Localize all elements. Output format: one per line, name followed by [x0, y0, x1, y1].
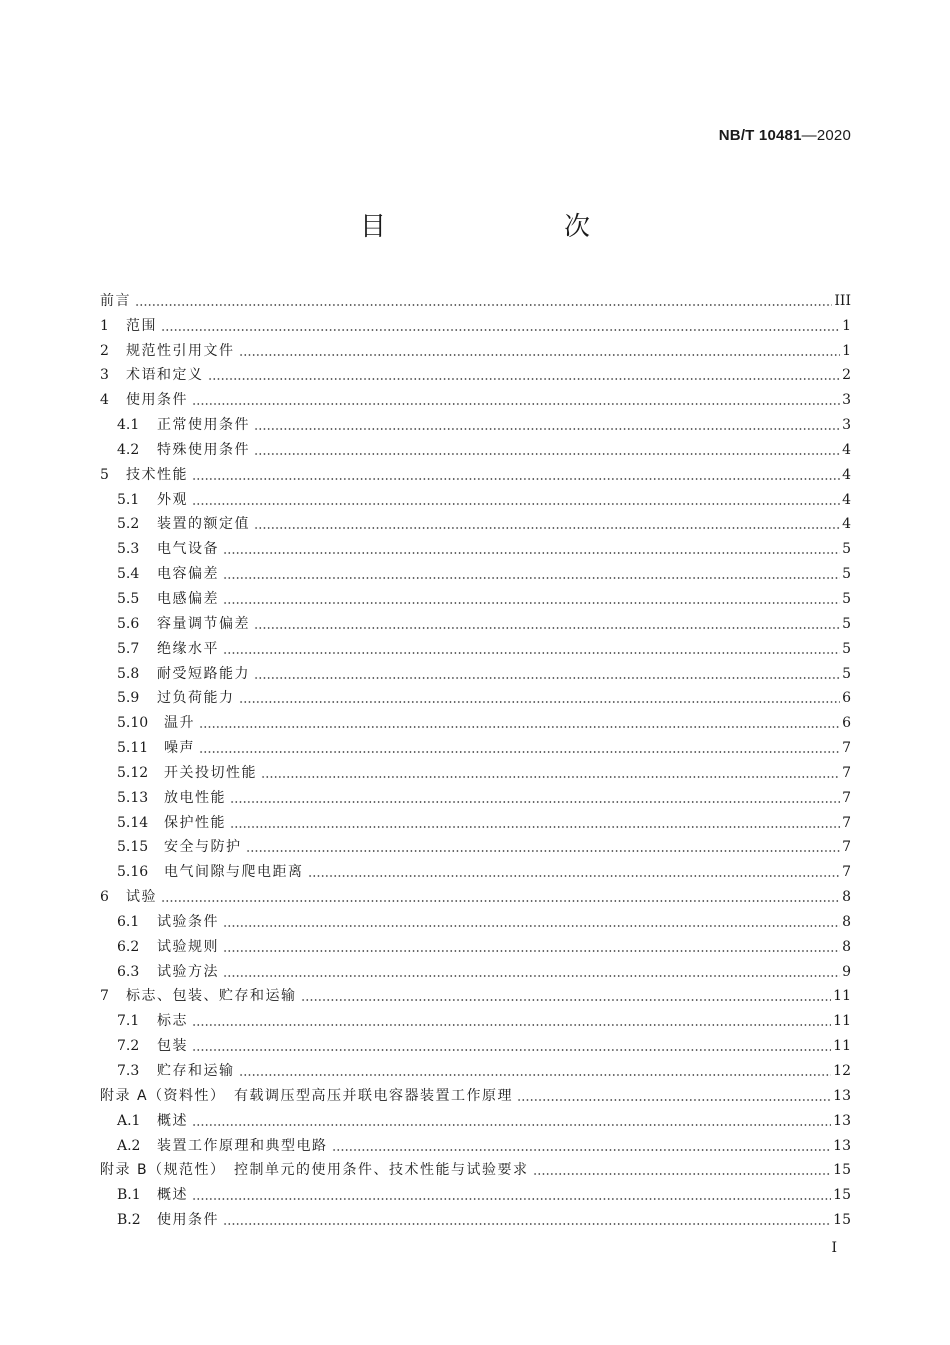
toc-entry-label: 前言 [100, 292, 131, 309]
toc-title: 目 次 [359, 212, 632, 242]
toc-entry-label: 概述 [157, 1187, 188, 1204]
toc-entry-number: 5.9 [117, 690, 140, 707]
toc-entry[interactable] [100, 409, 851, 434]
toc-entry-label: 附录 B（规范性） 控制单元的使用条件、技术性能与试验要求 [100, 1162, 529, 1179]
toc-entry-number: 7.2 [117, 1038, 140, 1055]
toc-entry-page: 7 [842, 864, 851, 881]
toc-leader-dots [208, 378, 841, 380]
toc-entry-number: 5.10 [117, 715, 149, 732]
toc-entry-label: 使用条件 [157, 1212, 219, 1229]
toc-entry[interactable] [100, 1055, 851, 1080]
toc-leader-dots [254, 527, 840, 529]
toc-entry[interactable] [100, 757, 851, 782]
toc-leader-dots [223, 975, 840, 977]
toc-entry-page: 9 [842, 963, 851, 980]
toc-entry[interactable] [100, 1204, 851, 1229]
toc-entry[interactable] [100, 931, 851, 956]
toc-entry-label: 使用条件 [126, 392, 188, 409]
toc-entry-number: 5.13 [117, 789, 149, 806]
toc-entry[interactable] [100, 509, 851, 534]
toc-leader-dots [239, 354, 841, 356]
toc-entry-label: 装置的额定值 [157, 516, 250, 533]
toc-entry-label: 装置工作原理和典型电路 [157, 1137, 328, 1154]
toc-leader-dots [199, 726, 840, 728]
toc-leader-dots [239, 701, 841, 703]
toc-entry-number: 6.2 [117, 938, 140, 955]
toc-entry-label: 容量调节偏差 [157, 615, 250, 632]
toc-entry-label: 放电性能 [164, 789, 226, 806]
toc-entry[interactable] [100, 683, 851, 708]
toc-entry-page: 11 [833, 1013, 851, 1030]
toc-entry-page: 13 [833, 1112, 851, 1129]
toc-entry-label: 电气设备 [157, 541, 219, 558]
toc-entry[interactable] [100, 782, 851, 807]
toc-leader-dots [254, 627, 840, 629]
toc-entry-number: B.1 [117, 1187, 141, 1204]
toc-entry-page: 3 [842, 392, 851, 409]
toc-entry[interactable] [100, 608, 851, 633]
toc-entry-page: 15 [833, 1187, 851, 1204]
toc-entry-number: 2 [100, 342, 109, 359]
toc-entry-page: 8 [842, 938, 851, 955]
toc-entry-page: 7 [842, 814, 851, 831]
toc-entry-page: 4 [842, 491, 851, 508]
toc-leader-dots [192, 1024, 831, 1026]
toc-entry-number: 5.4 [117, 566, 140, 583]
toc-entry-label: 包装 [157, 1038, 188, 1055]
standard-year: —2020 [801, 127, 851, 144]
toc-entry-number: 5.7 [117, 640, 140, 657]
toc-entry-page: 15 [833, 1162, 851, 1179]
toc-entry-page: 3 [842, 417, 851, 434]
toc-entry[interactable] [100, 881, 851, 906]
toc-entry[interactable] [100, 285, 851, 310]
toc-entry-label: 温升 [164, 715, 195, 732]
toc-leader-dots [192, 403, 840, 405]
toc-entry-label: 安全与防护 [164, 839, 242, 856]
toc-leader-dots [192, 1124, 831, 1126]
toc-leader-dots [223, 577, 840, 579]
toc-leader-dots [192, 478, 840, 480]
toc-leader-dots [254, 428, 840, 430]
toc-entry-number: 5.14 [117, 814, 149, 831]
toc-entry[interactable] [100, 384, 851, 409]
toc-entry-page: 8 [842, 913, 851, 930]
toc-entry-number: A.2 [117, 1137, 141, 1154]
toc-entry[interactable] [100, 434, 851, 459]
toc-entry-label: 电感偏差 [157, 590, 219, 607]
toc-entry-number: 6 [100, 889, 109, 906]
toc-entry-page: 4 [842, 516, 851, 533]
toc-entry[interactable] [100, 1030, 851, 1055]
toc-entry-label: 保护性能 [164, 814, 226, 831]
toc-entry-number: 5.11 [117, 740, 149, 757]
toc-entry-label: 试验规则 [157, 938, 219, 955]
toc-leader-dots [161, 900, 840, 902]
toc-entry[interactable] [100, 360, 851, 385]
toc-entry-label: 范围 [126, 317, 157, 334]
toc-entry-page: 8 [842, 889, 851, 906]
toc-entry[interactable] [100, 558, 851, 583]
toc-entry-label: 术语和定义 [126, 367, 204, 384]
toc-leader-dots [332, 1149, 832, 1151]
toc-entry[interactable] [100, 707, 851, 732]
toc-entry-page: 15 [833, 1212, 851, 1229]
toc-entry[interactable] [100, 310, 851, 335]
toc-entry-number: 7.3 [117, 1063, 140, 1079]
toc-leader-dots [533, 1173, 832, 1175]
toc-leader-dots [199, 751, 840, 753]
toc-entry-page: 7 [842, 764, 851, 781]
toc-leader-dots [261, 776, 840, 778]
toc-entry-page: 7 [842, 789, 851, 806]
toc-entry-number: 7.1 [117, 1013, 140, 1030]
toc-entry[interactable] [100, 335, 851, 360]
toc-entry-label: 正常使用条件 [157, 417, 250, 434]
toc-entry[interactable] [100, 1179, 851, 1204]
toc-entry-label: 外观 [157, 491, 188, 508]
toc-entry[interactable] [100, 1105, 851, 1130]
toc-entry-label: 概述 [157, 1112, 188, 1129]
toc-leader-dots [517, 1099, 831, 1101]
toc-entry-number: 5.6 [117, 615, 140, 632]
toc-entry-label: 过负荷能力 [157, 690, 235, 707]
toc-entry-label: 标志、包装、贮存和运输 [126, 988, 297, 1005]
toc-entry[interactable] [100, 533, 851, 558]
toc-entry-number: 5.3 [117, 541, 140, 558]
toc-entry[interactable] [100, 732, 851, 757]
toc-entry-page: 11 [833, 1038, 851, 1055]
toc-entry-label: 试验条件 [157, 913, 219, 930]
toc-leader-dots [223, 950, 840, 952]
toc-entry[interactable] [100, 956, 851, 981]
toc-leader-dots [223, 925, 840, 927]
toc-entry-number: 4 [100, 392, 109, 409]
toc-entry-page: 1 [842, 342, 851, 359]
toc-entry-label: 贮存和运输 [157, 1063, 235, 1079]
toc-entry[interactable] [100, 832, 851, 857]
toc-entry-label: 试验方法 [157, 963, 219, 980]
toc-leader-dots [223, 602, 840, 604]
toc-entry-page: 4 [842, 441, 851, 458]
toc-entry-label: 附录 A（资料性） 有载调压型高压并联电容器装置工作原理 [100, 1087, 514, 1104]
toc-entry-label: 耐受短路能力 [157, 665, 250, 682]
toc-entry-number: 5.5 [117, 590, 140, 607]
toc-entry[interactable] [100, 633, 851, 658]
toc-entry-label: 绝缘水平 [157, 640, 219, 657]
toc-entry-number: 5 [100, 466, 109, 483]
toc-entry-page: 6 [842, 690, 851, 707]
toc-entry-number: 5.15 [117, 839, 149, 856]
toc-entry-page: 5 [842, 590, 851, 607]
page-number: I [831, 1240, 837, 1256]
toc-leader-dots [135, 304, 832, 306]
toc-entry-label: 特殊使用条件 [157, 441, 250, 458]
toc-entry[interactable] [100, 459, 851, 484]
toc-leader-dots [254, 453, 840, 455]
toc-leader-dots [223, 1223, 831, 1225]
toc-entry-page: 2 [842, 367, 851, 384]
toc-leader-dots [239, 1074, 832, 1076]
toc-entry-page: 5 [842, 541, 851, 558]
toc-entry-page: 11 [833, 988, 851, 1005]
toc-leader-dots [192, 503, 840, 505]
toc-entry-number: A.1 [117, 1112, 141, 1129]
toc-entry-page: 5 [842, 665, 851, 682]
toc-leader-dots [161, 329, 840, 331]
toc-entry-label: 标志 [157, 1013, 188, 1030]
toc-entry-number: 7 [100, 988, 109, 1005]
toc-entry-label: 电容偏差 [157, 566, 219, 583]
toc-entry-label: 技术性能 [126, 466, 188, 483]
toc-entry-label: 试验 [126, 889, 157, 906]
toc-entry-number: 5.1 [117, 491, 140, 508]
toc-entry[interactable] [100, 856, 851, 881]
toc-entry-number: 6.1 [117, 913, 140, 930]
toc-entry-label: 开关投切性能 [164, 764, 257, 781]
standard-number [719, 127, 851, 144]
toc-entry-page: 13 [833, 1087, 851, 1104]
toc-entry-page: 4 [842, 466, 851, 483]
toc-entry-label: 电气间隙与爬电距离 [164, 864, 304, 881]
toc-entry[interactable] [100, 1080, 851, 1105]
toc-entry-page: 7 [842, 740, 851, 757]
toc-leader-dots [223, 652, 840, 654]
toc-leader-dots [246, 850, 841, 852]
toc-entry[interactable] [100, 807, 851, 832]
toc-entry-number: 6.3 [117, 963, 140, 980]
toc-leader-dots [230, 826, 840, 828]
toc-leader-dots [301, 999, 832, 1001]
toc-entry-page: 5 [842, 640, 851, 657]
toc-entry-number: 5.12 [117, 764, 149, 781]
toc-entry-page: 6 [842, 715, 851, 732]
toc-leader-dots [223, 552, 840, 554]
toc-entry[interactable] [100, 981, 851, 1006]
toc-leader-dots [230, 801, 840, 803]
toc-leader-dots [192, 1198, 831, 1200]
toc-entry-number: B.2 [117, 1212, 141, 1229]
toc-entry-number: 3 [100, 367, 109, 384]
toc-leader-dots [308, 875, 841, 877]
toc-entry-number: 4.2 [117, 441, 140, 458]
toc-entry-page: 5 [842, 615, 851, 632]
toc-entry[interactable] [100, 1130, 851, 1155]
toc-entry-page: 13 [833, 1137, 851, 1154]
toc-leader-dots [192, 1049, 831, 1051]
toc-entry-page: 1 [842, 317, 851, 334]
toc-entry-page: 7 [842, 839, 851, 856]
standard-code: NB/T 10481 [718, 127, 802, 144]
toc-entry-label: 规范性引用文件 [126, 342, 235, 359]
toc-entry[interactable] [100, 906, 851, 931]
table-of-contents [100, 285, 851, 1229]
toc-entry[interactable] [100, 1005, 851, 1030]
toc-entry-number: 5.16 [117, 864, 149, 881]
toc-entry-number: 4.1 [117, 417, 140, 434]
toc-entry[interactable] [100, 1155, 851, 1180]
toc-entry-number: 5.2 [117, 516, 140, 533]
toc-entry-number: 1 [100, 317, 109, 334]
toc-entry[interactable] [100, 583, 851, 608]
toc-entry-page: 5 [842, 566, 851, 583]
toc-entry-label: 噪声 [164, 740, 195, 757]
toc-entry[interactable] [100, 484, 851, 509]
toc-leader-dots [254, 677, 840, 679]
toc-entry-number: 5.8 [117, 665, 140, 682]
toc-entry-page: III [834, 292, 851, 309]
toc-entry-page: 12 [833, 1063, 851, 1079]
toc-entry[interactable] [100, 658, 851, 683]
